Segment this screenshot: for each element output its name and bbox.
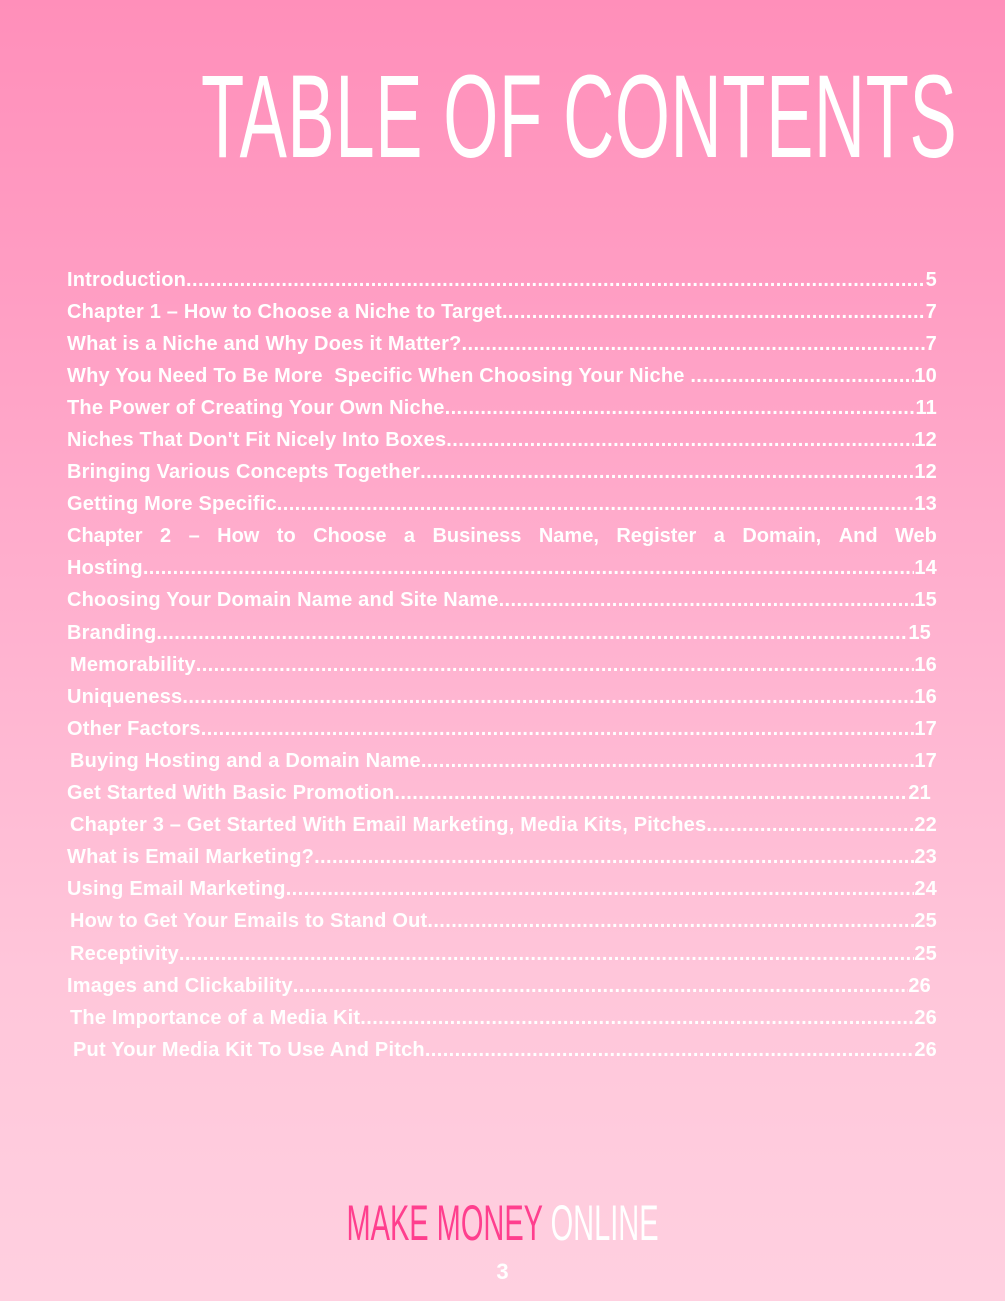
- toc-entry-basic-promotion[interactable]: [67, 778, 937, 810]
- toc-page-number: 15: [908, 621, 931, 644]
- brand-text-make-money: MAKE MONEY: [346, 1195, 543, 1251]
- toc-entry-what-is-a-niche[interactable]: [67, 328, 937, 360]
- toc-entry-emails-stand-out[interactable]: [67, 906, 937, 938]
- toc-leader-dots: [425, 1039, 915, 1062]
- toc-word: Domain,: [742, 525, 822, 548]
- toc-entry-title: Why You Need To Be More Specific When Choosing Your Niche: [67, 364, 691, 387]
- toc-entry-title: Put Your Media Kit To Use And Pitch: [73, 1038, 425, 1061]
- toc-entry-title: How to Get Your Emails to Stand Out: [70, 910, 428, 933]
- toc-entry-media-kit-importance[interactable]: [67, 1002, 937, 1034]
- toc-word: Web: [895, 525, 937, 548]
- page-number: 3: [496, 1259, 509, 1284]
- toc-word: Business: [432, 525, 522, 548]
- toc-page-number: 24: [914, 878, 937, 901]
- toc-page-number: 17: [914, 749, 937, 772]
- toc-page-number: 7: [925, 332, 937, 355]
- toc-page-number: 5: [925, 268, 937, 291]
- toc-entry-branding[interactable]: [67, 617, 937, 649]
- toc-entry-receptivity[interactable]: [67, 938, 937, 970]
- toc-word: 2: [160, 525, 172, 548]
- toc-entry-title: Getting More Specific: [67, 493, 277, 516]
- toc-page-number: 16: [914, 653, 937, 676]
- toc-page-number: 21: [908, 782, 931, 805]
- toc-entry-hosting[interactable]: [67, 553, 937, 585]
- toc-word: And: [838, 525, 878, 548]
- toc-entry-chapter-3[interactable]: [67, 810, 937, 842]
- toc-entry-title: Bringing Various Concepts Together: [67, 461, 421, 484]
- toc-entry-introduction[interactable]: [67, 264, 937, 296]
- toc-page-number: 25: [914, 910, 937, 933]
- toc-entry-uniqueness[interactable]: [67, 681, 937, 713]
- toc-entry-title: Using Email Marketing: [67, 878, 286, 901]
- brand-logo: [211, 1195, 794, 1251]
- toc-entry-why-specific[interactable]: [67, 360, 937, 392]
- toc-leader-dots: [499, 589, 915, 612]
- toc-leader-dots: [427, 910, 914, 933]
- toc-entry-title: Get Started With Basic Promotion: [67, 782, 395, 805]
- toc-word: Register: [616, 525, 697, 548]
- toc-leader-dots: [445, 397, 916, 420]
- toc-word: to: [276, 525, 296, 548]
- toc-entry-title: The Power of Creating Your Own Niche: [67, 396, 445, 419]
- toc-page-number: 12: [914, 461, 937, 484]
- toc-entry-getting-more-specific[interactable]: [67, 489, 937, 521]
- toc-entry-title: Receptivity: [70, 942, 179, 965]
- toc-entry-buying-hosting[interactable]: [67, 745, 937, 777]
- toc-word: a: [713, 525, 725, 548]
- toc-word: Name,: [538, 525, 599, 548]
- toc-leader-dots: [421, 750, 914, 773]
- page-title: TABLE OF CONTENTS: [201, 51, 958, 183]
- toc-entry-what-is-email-marketing[interactable]: [67, 842, 937, 874]
- toc-page-number: 11: [915, 396, 937, 419]
- toc-entry-title: Niches That Don't Fit Nicely Into Boxes: [67, 429, 447, 452]
- toc-leader-dots: [706, 814, 914, 837]
- toc-word: Chapter: [67, 525, 143, 548]
- toc-leader-dots: [186, 269, 926, 292]
- table-of-contents: [67, 264, 937, 1066]
- toc-entry-title: Uniqueness: [67, 685, 183, 708]
- toc-entry-title: Chapter 1 – How to Choose a Niche to Target: [67, 300, 502, 323]
- toc-leader-dots: [293, 975, 909, 998]
- toc-page-number: 7: [925, 300, 937, 323]
- toc-entry-niches-boxes[interactable]: [67, 424, 937, 456]
- toc-entry-title: Chapter 3 – Get Started With Email Marketing, Media Kits, Pitches: [70, 814, 707, 837]
- toc-leader-dots: [143, 557, 915, 580]
- toc-leader-dots: [314, 846, 914, 869]
- toc-entry-other-factors[interactable]: [67, 713, 937, 745]
- toc-entry-title: Choosing Your Domain Name and Site Name: [67, 589, 499, 612]
- toc-page-number: 22: [914, 814, 937, 837]
- toc-entry-title: Introduction: [67, 268, 187, 291]
- toc-entry-title: Hosting: [67, 557, 143, 580]
- toc-page-number: 25: [914, 942, 937, 965]
- toc-entry-title: Buying Hosting and a Domain Name: [70, 749, 421, 772]
- toc-page-number: 17: [914, 717, 937, 740]
- brand-text-online: ONLINE: [550, 1195, 659, 1251]
- toc-leader-dots: [196, 654, 915, 677]
- toc-entry-title: What is a Niche and Why Does it Matter?: [67, 332, 462, 355]
- toc-word: a: [403, 525, 416, 548]
- toc-entry-title: Branding: [67, 621, 157, 644]
- toc-leader-dots: [360, 1007, 914, 1030]
- toc-page-number: 26: [914, 1038, 937, 1061]
- toc-entry-title: Other Factors: [67, 717, 201, 740]
- toc-page-number: 13: [914, 493, 937, 516]
- toc-leader-dots: [394, 782, 908, 805]
- toc-entry-chapter-2-line-1[interactable]: [67, 521, 937, 553]
- toc-page-number: 23: [914, 846, 937, 869]
- toc-page-number: 12: [914, 429, 937, 452]
- toc-entry-choosing-domain[interactable]: [67, 585, 937, 617]
- toc-leader-dots: [446, 429, 914, 452]
- toc-leader-dots: [182, 686, 914, 709]
- toc-entry-title: The Importance of a Media Kit: [70, 1006, 361, 1029]
- toc-leader-dots: [502, 301, 926, 324]
- toc-entry-title: Images and Clickability: [67, 974, 293, 997]
- toc-entry-memorability[interactable]: [67, 649, 937, 681]
- toc-leader-dots: [462, 333, 926, 356]
- toc-entry-chapter-1[interactable]: [67, 296, 937, 328]
- toc-leader-dots: [201, 718, 915, 741]
- toc-entry-title: Memorability: [70, 653, 196, 676]
- toc-page-number: 15: [914, 589, 937, 612]
- toc-page-number: 10: [914, 364, 937, 387]
- toc-word: How: [217, 525, 260, 548]
- toc-leader-dots: [286, 878, 915, 901]
- toc-page-number: 16: [914, 685, 937, 708]
- toc-word: Choose: [313, 525, 387, 548]
- toc-word: –: [188, 525, 200, 548]
- toc-leader-dots: [277, 493, 915, 516]
- toc-entry-bringing-concepts[interactable]: [67, 457, 937, 489]
- toc-page-number: 26: [908, 974, 931, 997]
- toc-leader-dots: [179, 943, 914, 966]
- toc-leader-dots: [156, 622, 908, 645]
- toc-entry-using-email-marketing[interactable]: [67, 874, 937, 906]
- toc-entry-images-clickability[interactable]: [67, 970, 937, 1002]
- toc-leader-dots: [690, 365, 914, 388]
- toc-entry-media-kit-pitch[interactable]: [67, 1034, 937, 1066]
- toc-entry-power-of-own-niche[interactable]: [67, 392, 937, 424]
- toc-page-number: 26: [914, 1006, 937, 1029]
- toc-entry-title: What is Email Marketing?: [67, 846, 315, 869]
- toc-page-number: 14: [914, 557, 937, 580]
- toc-leader-dots: [420, 461, 914, 484]
